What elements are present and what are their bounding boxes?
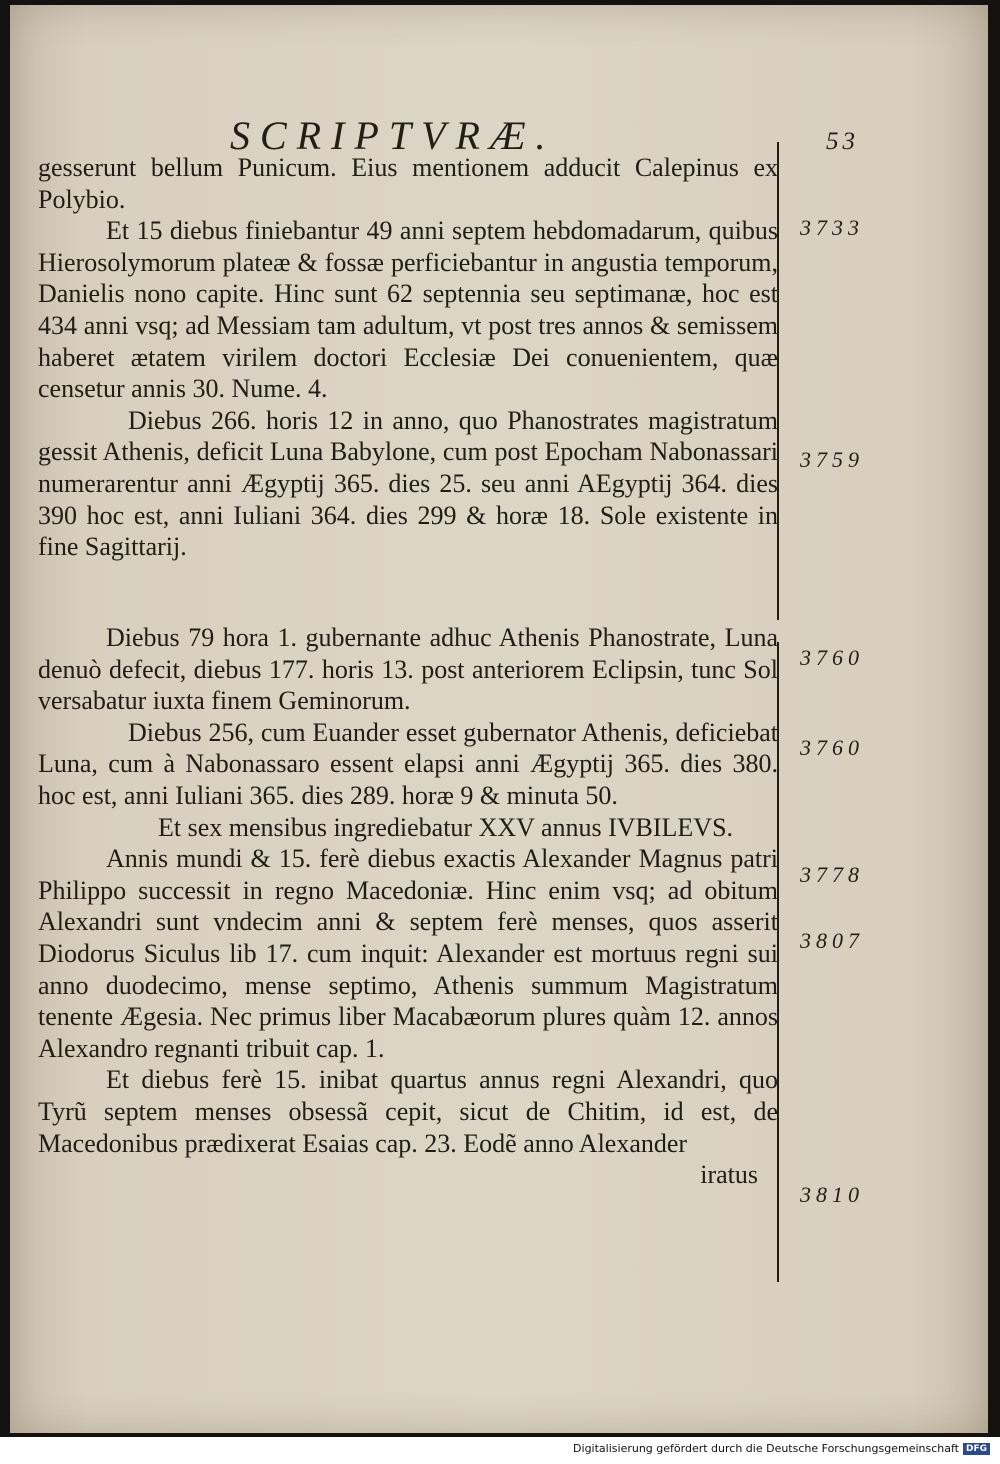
paragraph: Annis mundi & 15. ferè diebus exactis Alexander Magnus patri Philippo successit in regno Macedoniæ. Hinc enim vsq; ad obitum Alexandri sunt vndecim anni & septem ferè menses, quos asserit Diodorus Siculus lib 17. cum inquit: Alexander est mortuus regni sui anno duodecimo, mense septimo, Athenis summum Magistratum tenente Ægesia. Nec primus liber Macabæorum plures quàm 12. annos Alexandro regnanti tribuit cap. 1.	[38, 844, 778, 1063]
margin-year: 3810	[800, 1182, 864, 1207]
credit-text: Digitalisierung gefördert durch die Deutsche Forschungsgemeinschaft	[573, 1442, 959, 1455]
paragraph: Et diebus ferè 15. inibat quartus annus regni Alexandri, quo Tyrũ septem menses obsessã cepit, sicut de Chitim, id est, de Macedonibus prædixerat Esaias cap. 23. Eodẽ anno Alexander	[38, 1065, 778, 1158]
margin-year: 3733	[800, 215, 864, 240]
page-number: 53	[826, 128, 859, 155]
margin-year: 3778	[800, 862, 864, 887]
margin-year: 3759	[800, 447, 864, 472]
catchword: iratus	[700, 1160, 758, 1190]
paragraph: Et 15 diebus finiebantur 49 anni septem hebdomadarum, quibus Hierosolymorum plateæ & fossæ perficiebantur in angustia temporum, Danielis nono capite. Hinc sunt 62 septennia seu septimanæ, hoc est 434 anni vsq; ad Messiam tam adultum, vt post tres annos & semissem haberet ætatem virilem doctori Ecclesiæ Dei conuenientem, quæ censetur annis 30. Nume. 4.	[38, 216, 778, 404]
margin-year: 3807	[800, 928, 864, 953]
paragraph: Diebus 79 hora 1. gubernante adhuc Athenis Phanostrate, Luna denuò defecit, diebus 177. horis 13. post anteriorem Eclipsin, tunc Sol versabatur iuxta finem Geminorum.	[38, 623, 778, 716]
paragraph: Diebus 256, cum Euander esset gubernator Athenis, deficiebat Luna, cum à Nabonassaro essent elapsi anni Ægyptij 365. dies 380. hoc est, anni Iuliani 365. dies 289. horæ 9 & minuta 50.	[38, 717, 778, 810]
margin-year: 3760	[800, 735, 864, 760]
margin-year: 3760	[800, 645, 864, 670]
paragraph: Et sex mensibus ingrediebatur XXV annus IVBILEVS.	[158, 812, 734, 842]
paragraph: gesserunt bellum Punicum. Eius mentionem adducit Calepinus ex Polybio.	[38, 153, 778, 214]
dfg-logo: DFG	[963, 1443, 990, 1455]
running-title: SCRIPTVRÆ.	[230, 113, 556, 158]
digitization-credit	[573, 1442, 990, 1455]
paragraph: Diebus 266. horis 12 in anno, quo Phanostrates magistratum gessit Athenis, deficit Luna Babylone, cum post Epocham Nabonassari numerarentur anni Ægyptij 365. dies 25. seu anni AEgyptij 364. dies 390 hoc est, anni Iuliani 364. dies 299 & horæ 18. Sole existente in fine Sagittarij.	[38, 405, 778, 562]
text-block-2	[38, 622, 778, 1191]
text-block-1	[38, 152, 778, 563]
